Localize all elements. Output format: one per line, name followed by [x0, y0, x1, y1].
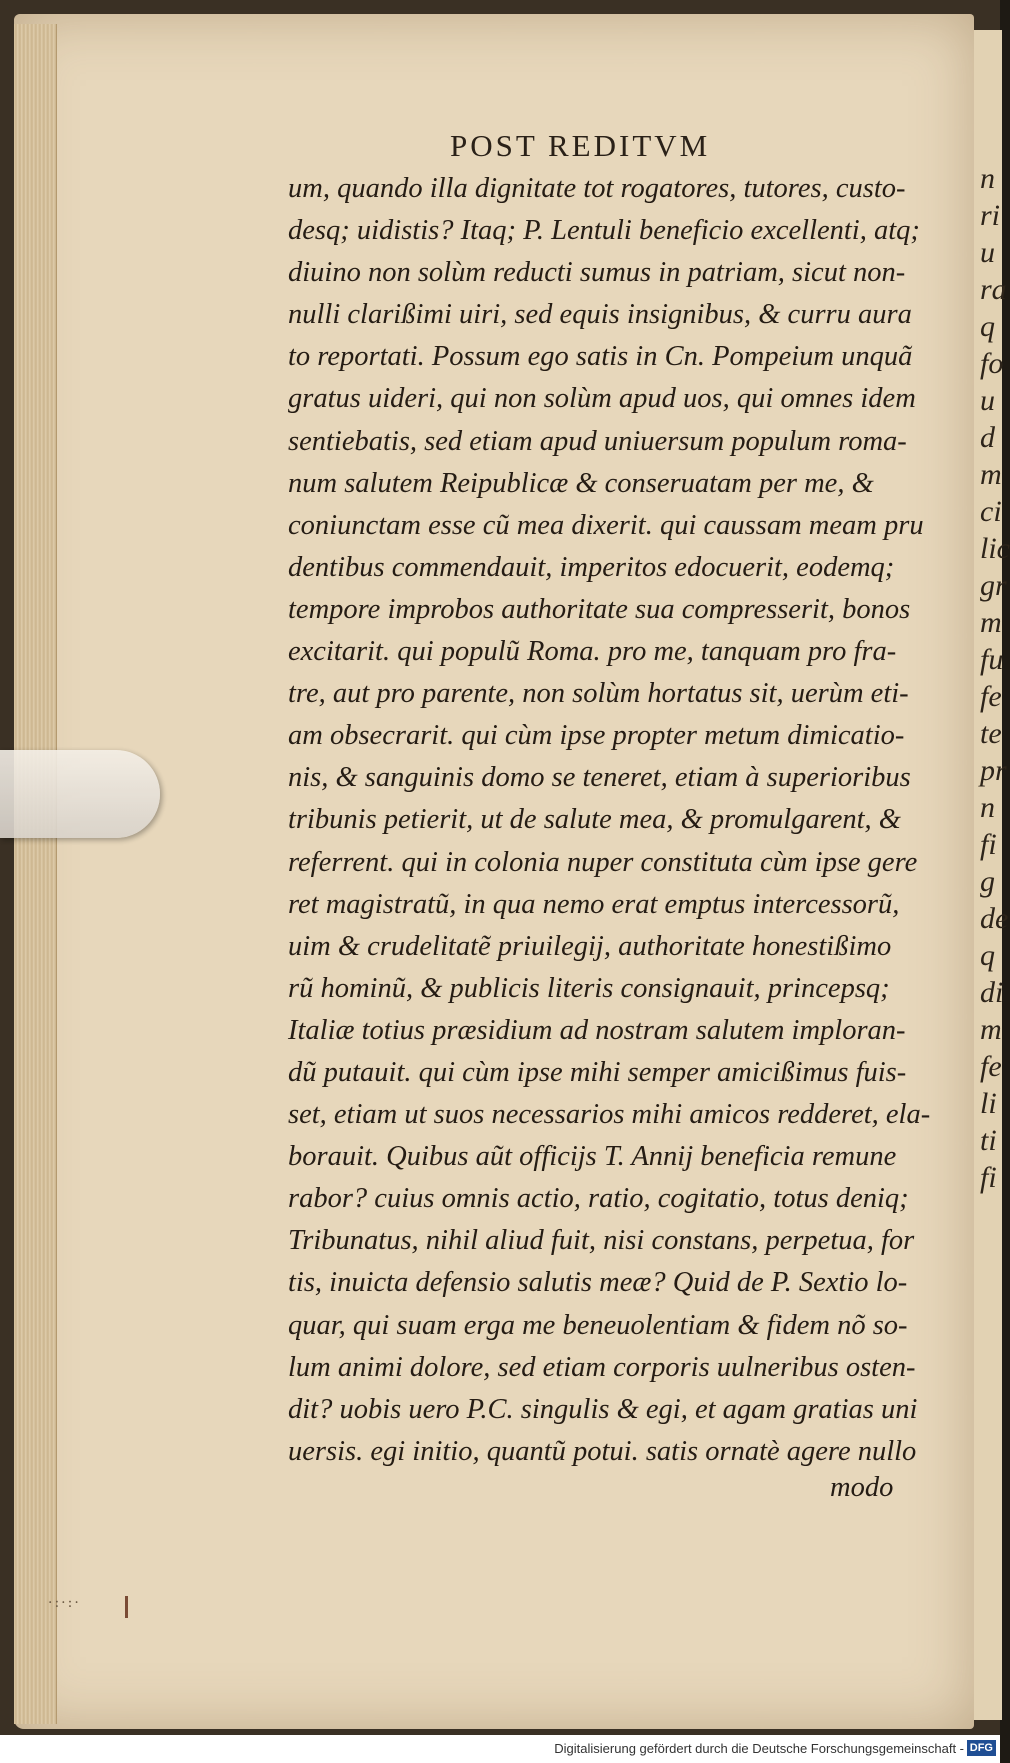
digitization-footer	[0, 1735, 1000, 1763]
facing-page-glyph: u	[980, 236, 995, 269]
text-line: tribunis petierit, ut de salute mea, & promulgarent, &	[288, 804, 901, 836]
facing-page-glyph: li	[980, 1087, 997, 1120]
text-line: set, etiam ut suos necessarios mihi amicos redderet, ela-	[288, 1099, 931, 1131]
facing-page-glyph: n	[980, 162, 995, 195]
facing-page-glyph: n	[980, 791, 995, 824]
text-line: coniunctam esse cũ mea dixerit. qui caussam meam pru	[288, 509, 924, 541]
facing-page-glyph: pr	[980, 754, 1007, 787]
text-line: referrent. qui in colonia nuper constituta cùm ipse gere	[288, 846, 918, 878]
body-text	[288, 168, 933, 1473]
text-line: uim & crudelitatẽ priuilegij, authoritate honestißimo	[288, 930, 892, 962]
text-line: rũ hominũ, & publicis literis consignauit, princepsq;	[288, 972, 890, 1004]
text-line: dentibus commendauit, imperitos edocuerit, eodemq;	[288, 551, 895, 583]
text-line: um, quando illa dignitate tot rogatores, tutores, custo-	[288, 173, 906, 204]
catchword: modo	[830, 1472, 894, 1503]
text-line: dit? uobis uero P.C. singulis & egi, et agam gratias uni	[288, 1393, 918, 1425]
text-line: Tribunatus, nihil aliud fuit, nisi constans, perpetua, for	[288, 1225, 915, 1257]
facing-page-glyph: u	[980, 384, 995, 417]
facing-page-glyph: m	[980, 606, 1002, 639]
text-line: uersis. egi initio, quantũ potui. satis ornatè agere nullo	[288, 1435, 917, 1467]
facing-page-glyph: fi	[980, 1161, 997, 1194]
facing-page-glyph: ti	[980, 1124, 997, 1157]
facing-page-glyph: lic	[980, 532, 1010, 565]
facing-page-glyph: fe	[980, 1050, 1002, 1083]
text-line: desq; uidistis? Itaq; P. Lentuli beneficio excellenti, atq;	[288, 215, 920, 247]
text-line: borauit. Quibus aũt officijs T. Annij beneficia remune	[288, 1141, 897, 1173]
facing-page-glyph: fu	[980, 643, 1004, 676]
text-line: nulli clarißimi uiri, sed equis insignibus, & curru aura	[288, 299, 912, 331]
text-line: lum animi dolore, sed etiam corporis uulneribus osten-	[288, 1351, 916, 1383]
facing-page-glyph: te	[980, 717, 1002, 750]
text-line: tempore improbos authoritate sua compresserit, bonos	[288, 593, 911, 625]
ink-smudge: ·:·:·	[48, 1595, 81, 1611]
bookmark-clip	[0, 750, 160, 838]
dfg-logo: DFG	[967, 1740, 996, 1756]
facing-page-glyph: m	[980, 1013, 1002, 1046]
facing-page-glyph: q	[980, 939, 995, 972]
facing-page-glyph: g	[980, 865, 995, 898]
facing-page-fragments	[980, 160, 1010, 1196]
facing-page-glyph: m	[980, 458, 1002, 491]
running-header: POST REDITVM	[450, 128, 711, 163]
text-line: ret magistratũ, in qua nemo erat emptus intercessorũ,	[288, 888, 900, 920]
facing-page-glyph: de	[980, 902, 1009, 935]
text-line: tre, aut pro parente, non solùm hortatus sit, uerùm eti-	[288, 678, 909, 710]
footer-credit: Digitalisierung gefördert durch die Deutsche Forschungsgemeinschaft -	[554, 1741, 964, 1756]
text-line: diuino non solùm reducti sumus in patriam, sicut non-	[288, 257, 906, 289]
facing-page-glyph: di	[980, 976, 1004, 1009]
facing-page-glyph: fi	[980, 828, 997, 861]
text-line: sentiebatis, sed etiam apud uniuersum populum roma-	[288, 425, 907, 457]
facing-page-glyph: ci	[980, 495, 1002, 528]
text-line: Italiæ totius præsidium ad nostram salutem imploran-	[288, 1014, 906, 1046]
facing-page-glyph: fe	[980, 680, 1002, 713]
ink-mark	[125, 1596, 128, 1618]
text-line: nis, & sanguinis domo se teneret, etiam à superioribus	[288, 762, 911, 794]
facing-page-glyph: ra	[980, 273, 1007, 306]
facing-page-glyph: q	[980, 310, 995, 343]
facing-page-glyph: ri	[980, 199, 1001, 232]
text-line: to reportati. Possum ego satis in Cn. Pompeium unquã	[288, 341, 913, 373]
facing-page-glyph: gr	[980, 569, 1007, 602]
text-line: dũ putauit. qui cùm ipse mihi semper amicißimus fuis-	[288, 1056, 907, 1088]
text-line: gratus uideri, qui non solùm apud uos, qui omnes idem	[288, 383, 916, 415]
text-line: am obsecrarit. qui cùm ipse propter metum dimicatio-	[288, 720, 905, 752]
facing-page-glyph: fo	[980, 347, 1004, 380]
text-line: tis, inuicta defensio salutis meæ? Quid de P. Sextio lo-	[288, 1267, 908, 1299]
text-line: rabor? cuius omnis actio, ratio, cogitatio, totus deniq;	[288, 1183, 909, 1215]
text-line: quar, qui suam erga me beneuolentiam & fidem nõ so-	[288, 1309, 908, 1341]
facing-page-glyph: d	[980, 421, 995, 454]
text-line: num salutem Reipublicæ & conseruatam per me, &	[288, 467, 874, 499]
text-line: excitarit. qui populũ Roma. pro me, tanquam pro fra-	[288, 636, 897, 668]
page-stack-edges	[14, 24, 57, 1724]
